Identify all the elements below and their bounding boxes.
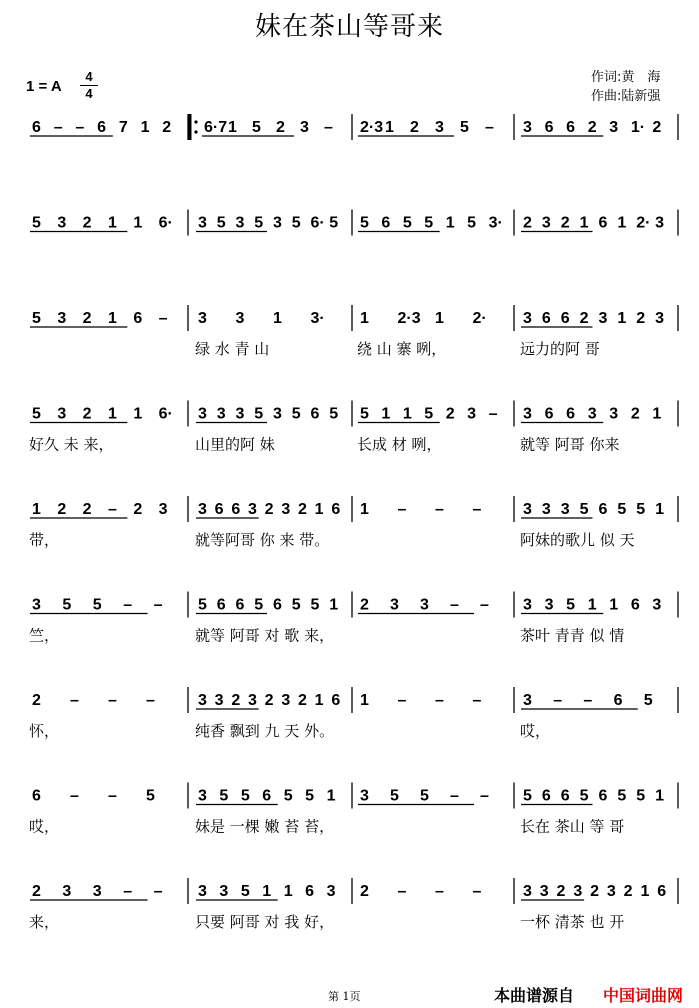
note: 6 [560,310,570,327]
lyric: 好久 未 来， [29,435,114,454]
lyric: 长成 材 咧， [357,435,442,454]
note: 5 [636,787,646,805]
note: 2 [623,883,633,900]
lyric: 阿妹的歌儿 似 天 [520,531,635,549]
time-signature-bottom: 4 [85,86,93,101]
note: 5 [424,214,434,232]
note: 1 [579,214,589,232]
note: 6 [216,596,226,614]
note: 3 [598,310,608,327]
note: 2 [32,692,41,709]
note: – [75,119,85,136]
note: 3 [541,501,551,518]
note: – [472,692,482,709]
note: 1 [360,501,369,518]
note: 5 [62,596,72,614]
note: 2 [82,214,92,232]
lyric: 纯香 飘到 九 天 外。 [195,722,335,740]
note: 1 [617,310,627,327]
note: 1 [402,405,412,423]
note: 5 [566,596,576,614]
lyric: 茶叶 青青 似 情 [520,626,625,645]
note: 5 [467,214,477,232]
note: 5 [305,787,315,805]
note: 3 [281,692,291,709]
note: 3 [235,405,245,423]
note: 2 [523,214,532,232]
note: 2 [162,119,172,136]
note: 3 [573,883,583,900]
note: 3 [523,883,532,900]
note: 6 [566,405,576,423]
note: 1 [435,310,444,327]
note: 6 [97,119,107,136]
note: 3 [360,787,369,805]
note: – [108,501,117,518]
note: 3 [198,883,207,900]
note: 6 [630,596,640,614]
note: 3 [214,692,224,709]
note: 5 [254,214,264,232]
note: 2 [587,119,597,136]
note: 3 [273,405,282,423]
note: 1 [360,310,369,327]
lyric: 长在 茶山 等 哥 [520,817,625,836]
note: – [70,692,79,709]
note: 2 [360,596,369,614]
lyric: 就等 阿哥 你来 [520,435,620,454]
note: 6 [598,214,608,232]
note: 6 [262,787,272,805]
note: – [70,787,79,805]
page-number: 第 1页 [328,990,361,1003]
lyric: 只要 阿哥 对 我 好， [195,913,335,931]
note: 3 [523,119,532,136]
note: 6 [331,692,341,709]
note: 3 [32,596,41,614]
note: 3 [92,883,102,900]
note: 3 [300,119,309,136]
note: 6 [305,883,315,900]
note: 1 [360,692,369,709]
note: 2 [652,119,662,136]
note: 1 [617,214,627,232]
note: 3 [523,596,532,614]
note: 3 [541,214,551,232]
note: – [480,787,489,805]
note: 3 [435,119,444,136]
note: – [450,596,459,614]
note: – [472,883,482,900]
note: 3 [655,214,665,232]
note: 1 [652,405,662,423]
note: 2 [298,692,307,709]
note: 2 [298,501,307,518]
note: 5 [420,787,429,805]
note: 6 [331,501,341,518]
note: 6 [32,119,41,136]
note: 5 [360,214,369,232]
note: 2 [264,501,274,518]
note: 3 [198,214,207,232]
note: 2 [556,883,566,900]
note: 5 [643,692,653,709]
note: 2 [133,501,143,518]
note: 1 [609,596,619,614]
note: 5 [291,405,301,423]
note: 1 [385,119,394,136]
note: 6 [133,310,143,327]
note: 1 [314,692,324,709]
note: 3 [158,501,168,518]
note: 3 [57,214,67,232]
note: 1 [32,501,41,518]
note: 3 [62,883,72,900]
note: 3 [523,310,532,327]
note: 1 [655,501,665,518]
note: 6· [310,214,325,232]
note: 6 [598,501,608,518]
note: 5 [460,119,469,136]
note: 1 [133,405,143,423]
note: – [488,405,498,423]
note: 3 [523,501,532,518]
note: – [472,501,482,518]
note: – [324,119,333,136]
note: – [123,883,133,900]
note: 3 [587,405,597,423]
note: 3 [235,214,245,232]
note: 3 [219,883,229,900]
note: – [450,787,459,805]
note: – [553,692,563,709]
note: 2 [579,310,589,327]
note: – [123,596,133,614]
note: 3 [655,310,665,327]
key-signature: 1 = A [26,78,62,95]
note: – [435,692,444,709]
note: 5 [579,787,589,805]
note: 5 [424,405,434,423]
note: – [480,596,489,614]
note: 3 [609,119,619,136]
note: 2 [57,501,67,518]
note: 2 [410,119,419,136]
note: 5 [216,214,226,232]
note: 3 [420,596,429,614]
note: 5 [146,787,155,805]
note: 1 [587,596,597,614]
note: 3 [198,405,207,423]
note: 6 [541,787,551,805]
note: 1 [314,501,324,518]
note: 5 [240,787,250,805]
lyric: 来， [29,913,60,931]
note: 6 [541,310,551,327]
note: 6· [158,214,173,232]
note: – [397,883,407,900]
note: 2 [264,692,274,709]
site-name: 中国词曲网 [603,986,684,1005]
source-label: 本曲谱源自 [494,986,575,1005]
lyric: 远力的阿 哥 [520,340,600,358]
note: 5 [198,596,207,614]
lyric: 就等 阿哥 对 歌 来， [195,626,335,645]
lyric: 一杯 清茶 也 开 [520,913,625,931]
note: 5 [360,405,369,423]
note: – [435,501,444,518]
note: 2· [636,214,651,232]
note: – [158,310,168,327]
note: 2·3 [397,310,421,327]
note: 5 [291,214,301,232]
note: 6 [598,787,608,805]
note: 1 [133,214,143,232]
note: 3 [57,405,67,423]
note: 6· [158,405,173,423]
lyricist-credit: 作词:黄 海 [591,70,661,85]
note: 5 [390,787,399,805]
note: 5 [92,596,102,614]
note: 1 [108,214,117,232]
note: 1 [140,119,150,136]
lyric: 怀， [29,722,60,740]
note: – [397,501,407,518]
time-signature-top: 4 [85,69,93,84]
note: 6 [613,692,623,709]
note: 1 [381,405,391,423]
note: 2 [636,310,646,327]
note: – [583,692,593,709]
note: 1 [273,310,282,327]
note: 2·3 [360,119,384,136]
note: 1 [326,787,336,805]
note: 1 [655,787,665,805]
note: 1 [228,119,237,136]
note: 7 [118,119,128,136]
note: 6 [544,405,554,423]
repeat-dot [194,130,197,133]
note: 5 [32,214,41,232]
repeat-dot [194,120,197,123]
note: 6 [273,596,282,614]
note: 5 [617,501,627,518]
song-title: 妹在茶山等哥来 [254,12,444,42]
lyric: 山里的阿 妹 [195,435,275,454]
note: 3 [198,787,207,805]
note: 2 [82,310,92,327]
note: 2 [360,883,369,900]
note: 1 [329,596,339,614]
note: 1 [108,310,117,327]
note: 2 [590,883,600,900]
note: 3 [326,883,336,900]
note: 6 [381,214,391,232]
note: 6·7 [204,119,228,136]
lyric: 就等阿哥 你 来 带。 [195,531,330,549]
note: 3 [467,405,477,423]
note: – [153,883,163,900]
note: 3 [652,596,662,614]
note: 5 [219,787,229,805]
note: 6 [231,501,241,518]
note: 3· [310,310,325,327]
note: 5 [252,119,261,136]
lyric: 竺， [29,626,60,645]
note: 2 [630,405,640,423]
note: 3 [198,501,207,518]
note: 1 [283,883,293,900]
note: 2 [560,214,570,232]
note: 5 [523,787,532,805]
note: 2 [82,501,92,518]
note: 5 [579,501,589,518]
note: 3 [248,501,257,518]
note: – [485,119,494,136]
note: 2 [276,119,285,136]
note: 2 [231,692,241,709]
note: 2 [82,405,92,423]
lyric: 带， [29,531,60,549]
note: 5 [402,214,412,232]
note: 6 [32,787,41,805]
note: – [397,692,407,709]
note: 5 [310,596,320,614]
note: 3 [198,692,207,709]
note: – [53,119,63,136]
note: 5 [254,596,264,614]
note: 3 [539,883,549,900]
note: 6 [214,501,224,518]
note: 1· [630,119,646,136]
note: 3 [544,596,554,614]
note: – [108,692,117,709]
note: 3 [390,596,399,614]
note: 1 [445,214,455,232]
note: 5 [291,596,301,614]
note: 5 [329,405,339,423]
note: 6 [310,405,320,423]
note: 3 [235,310,245,327]
note: 3 [281,501,291,518]
lyric: 妹是 一棵 嫩 苔 苔， [195,817,335,836]
note: 5 [32,405,41,423]
note: 3 [216,405,226,423]
note: 3 [523,692,532,709]
note: – [108,787,117,805]
note: 3 [606,883,616,900]
note: 6 [544,119,554,136]
note: 5 [32,310,41,327]
note: 3 [57,310,67,327]
note: 1 [640,883,650,900]
note: 3 [273,214,282,232]
note: 6 [560,787,570,805]
note: 6 [235,596,245,614]
note: 1 [108,405,117,423]
note: 2 [32,883,41,900]
note: 6 [566,119,576,136]
note: 5 [617,787,627,805]
note: 6 [657,883,667,900]
note: 3 [198,310,207,327]
note: – [146,692,155,709]
lyric: 哎， [29,817,60,836]
note: 5 [283,787,293,805]
lyric: 绕 山 寨 咧， [357,340,447,358]
note: 2 [445,405,455,423]
lyric: 哎， [520,722,551,740]
lyric: 绿 水 青 山 [195,340,270,358]
note: 3 [609,405,619,423]
note: 3 [560,501,570,518]
note: 3· [488,214,503,232]
note: – [153,596,163,614]
note: 2· [472,310,487,327]
composer-credit: 作曲:陆新强 [591,89,661,104]
note: 3 [248,692,257,709]
note: – [435,883,444,900]
note: 5 [240,883,250,900]
note: 5 [254,405,264,423]
note: 1 [262,883,272,900]
note: 5 [329,214,339,232]
note: 3 [523,405,532,423]
note: 5 [636,501,646,518]
